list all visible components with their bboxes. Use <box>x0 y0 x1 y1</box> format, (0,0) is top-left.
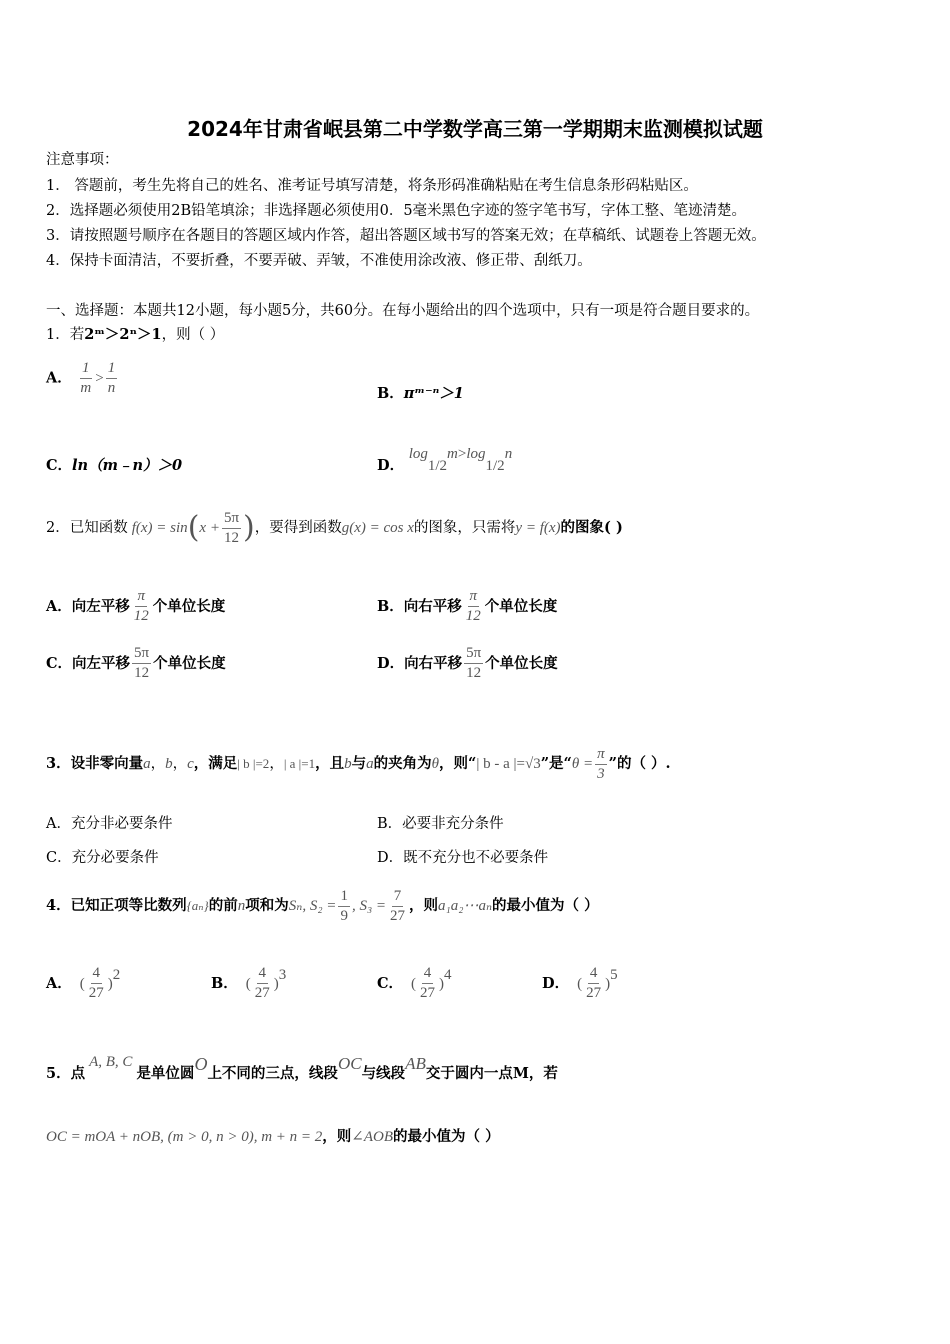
question-5-stem <box>46 1050 558 1084</box>
var-n: n <box>504 446 513 462</box>
q1-stem-text: 1．若 <box>46 327 85 343</box>
q4-sn: Sₙ, S₂ = <box>288 898 337 914</box>
q3-cond1: | b |=2 <box>237 756 270 771</box>
var-o: O <box>194 1054 208 1074</box>
q3-stem-f: ，则“ <box>439 755 477 772</box>
paren-close: ) <box>107 975 113 992</box>
notice-item-1: 1． 答题前，考生先将自己的姓名、准考证号填写清楚，将条形码准确粘贴在考生信息条形码粘贴区。 <box>46 178 698 194</box>
question-2-stem <box>46 503 623 553</box>
unit-text: 个单位长度 <box>485 654 558 672</box>
q5-equation: OC = mOA + nOB, (m > 0, n > 0), m + n = 2 <box>46 1129 323 1145</box>
q3-stem-c: ，且 <box>315 755 345 772</box>
unit-text: 个单位长度 <box>484 597 558 615</box>
theta: θ <box>431 756 439 772</box>
q2-stem-c: 的图象，只需将 <box>413 520 516 536</box>
log-symbol: log <box>408 446 428 462</box>
q2-stem-text: 2．已知函数 <box>46 520 128 536</box>
q4-option-b[interactable] <box>211 965 286 1002</box>
q5-stem-c: 上不同的三点，线段 <box>207 1065 338 1082</box>
exponent: 4 <box>444 967 452 983</box>
q1-option-c[interactable] <box>46 456 182 476</box>
option-label: A．向左平移 <box>46 597 130 615</box>
fraction: $\frac{4}{27}$ <box>88 965 104 1001</box>
q1-b-expr: πᵐ⁻ⁿ＞1 <box>403 385 464 402</box>
q2-paren-x: x + <box>199 520 220 536</box>
option-label: D． <box>377 457 405 474</box>
q2-f-expr: f(x) = sin <box>131 520 188 536</box>
q3-option-d[interactable]: D．既不充分也不必要条件 <box>377 850 549 866</box>
q2-option-d[interactable] <box>377 645 558 682</box>
log-base: 1/2 <box>427 457 448 474</box>
notice-item-2: 2．选择题必须使用2B铅笔填涂；非选择题必须使用0．5毫米黑色字迹的签字笔书写，字体工整、笔迹清楚。 <box>46 203 747 219</box>
notice-heading: 注意事项： <box>46 152 119 168</box>
q5-stem-e: 交于圆内一点M，若 <box>425 1065 558 1082</box>
notice-item-4: 4．保持卡面清洁，不要折叠，不要弄破、弄皱，不准使用涂改液、修正带、刮纸刀。 <box>46 253 592 269</box>
vector-c: c <box>187 756 194 772</box>
q3-option-b[interactable]: B．必要非充分条件 <box>377 816 504 832</box>
separator: ， <box>150 756 166 772</box>
q1-d-op: > <box>457 446 467 462</box>
left-paren: ( <box>187 510 200 545</box>
q2-stem-b: ，要得到函数 <box>254 520 342 536</box>
option-label: D． <box>542 974 570 992</box>
q3-option-c[interactable]: C．充分必要条件 <box>46 850 159 866</box>
page-title: 2024年甘肃省岷县第二中学数学高三第一学期期末监测模拟试题 <box>187 117 763 141</box>
paren-open: ( <box>577 975 583 992</box>
q1-option-d[interactable] <box>377 444 513 474</box>
q3-stem-d: 与 <box>351 755 367 772</box>
right-paren: ) <box>243 510 255 545</box>
exponent: 3 <box>278 967 287 983</box>
fraction: $\frac{5\pi}{12}$ <box>466 645 482 681</box>
q3-option-a[interactable]: A．充分非必要条件 <box>46 816 173 832</box>
option-label: C．向左平移 <box>46 654 131 672</box>
fraction: $\frac{1}{9}$ <box>340 887 348 924</box>
q3-theta-eq: θ = <box>571 756 594 772</box>
q5-points: A, B, C <box>89 1054 133 1070</box>
fraction: $\frac{\pi}{3}$ <box>597 745 605 782</box>
q2-option-c[interactable] <box>46 645 226 682</box>
fraction: $\frac{5\pi}{12}$ <box>134 645 150 681</box>
fraction: $\frac{7}{27}$ <box>390 887 406 924</box>
section-heading: 一、选择题：本题共12小题，每小题5分，共60分。在每小题给出的四个选项中，只有一项是符合题目要求的。 <box>46 303 760 319</box>
log-base: 1/2 <box>485 457 505 474</box>
paren-close: ) <box>605 975 611 992</box>
q4-option-d[interactable] <box>542 965 618 1002</box>
q4-stem-c: 项和为 <box>245 897 289 914</box>
separator: ， <box>269 756 284 772</box>
q3-cond2: | a |=1 <box>283 756 316 771</box>
q5-stem-b: 是单位圆 <box>136 1065 195 1082</box>
paren-close: ) <box>273 975 279 992</box>
question-4-stem <box>46 883 599 929</box>
q1-c-expr: ln（m﹣n）＞0 <box>72 457 183 474</box>
q1-condition: 2ᵐ＞2ⁿ＞1 <box>84 326 162 343</box>
seg-ab: AB <box>405 1054 426 1073</box>
exponent: 5 <box>610 967 618 983</box>
q5-stem-f: ，则 <box>322 1128 352 1145</box>
q5-stem-a: 5．点 <box>46 1065 86 1082</box>
vector-b: b <box>344 756 352 772</box>
question-1-stem <box>46 325 224 345</box>
q4-option-c[interactable] <box>377 965 452 1002</box>
q1-option-b[interactable] <box>377 384 464 404</box>
fraction: $\frac{1}{m}$ <box>80 360 92 396</box>
separator: ， <box>172 756 188 772</box>
option-label: A． <box>46 369 72 387</box>
q1-option-a[interactable] <box>46 360 119 397</box>
fraction: $\frac{4}{27}$ <box>586 965 602 1001</box>
fraction: $\frac{\pi}{12}$ <box>133 588 149 624</box>
option-label: C． <box>377 974 404 992</box>
paren-close: ) <box>439 975 445 992</box>
vector-a: a <box>143 756 151 772</box>
q5-stem-g: 的最小值为（ ） <box>393 1128 500 1145</box>
unit-text: 个单位长度 <box>152 597 226 615</box>
q5-condition-line <box>46 1127 500 1147</box>
q1-stem-end: ，则（ ） <box>161 327 225 343</box>
option-label: B． <box>377 385 404 402</box>
fraction: $\frac{\pi}{12}$ <box>465 588 481 624</box>
q5-angle: ∠AOB <box>351 1129 394 1145</box>
q3-stem-b: ，满足 <box>193 755 238 772</box>
q3-stem-g: ”是“ <box>540 755 572 772</box>
q4-stem-e: 的最小值为（ ） <box>492 897 599 914</box>
q2-y-expr: y = f(x) <box>515 520 561 536</box>
fraction: $\frac{4}{27}$ <box>420 965 436 1001</box>
paren-open: ( <box>411 975 417 992</box>
q4-s3: , S₃ = <box>351 898 387 914</box>
var-m: m <box>447 446 458 462</box>
option-label: B． <box>211 974 238 992</box>
q2-stem-d: 的图象( ) <box>560 519 623 536</box>
q2-g-expr: g(x) = cos x <box>341 520 414 536</box>
unit-text: 个单位长度 <box>153 654 226 672</box>
q5-stem-d: 与线段 <box>361 1065 406 1082</box>
option-label: D．向右平移 <box>377 654 463 672</box>
q4-stem-a: 4．已知正项等比数列 <box>46 897 187 914</box>
q1-a-op: > <box>95 370 104 387</box>
fraction: $\frac{5\pi}{12}$ <box>223 509 240 546</box>
paren-open: ( <box>245 975 251 992</box>
q2-option-a[interactable] <box>46 588 225 625</box>
q4-product: a₁a₂⋯aₙ <box>438 898 493 914</box>
q3-expr: | b - a |=√3 <box>476 756 541 772</box>
log-symbol: log <box>466 446 486 462</box>
seg-oc: OC <box>337 1054 362 1073</box>
vector-b: b <box>165 756 173 772</box>
exponent: 2 <box>112 967 121 983</box>
question-3-stem <box>46 740 671 788</box>
var-n: n <box>237 898 246 914</box>
q3-stem-a: 3．设非零向量 <box>46 755 144 772</box>
q4-option-a[interactable] <box>46 965 120 1002</box>
notice-item-3: 3．请按照题号顺序在各题目的答题区域内作答，超出答题区域书写的答案无效；在草稿纸、试题卷上答题无效。 <box>46 228 766 244</box>
q4-sequence: {aₙ} <box>186 898 209 913</box>
paren-open: ( <box>79 975 85 992</box>
q3-stem-h: ”的（ ）. <box>608 755 671 772</box>
q4-stem-b: 的前 <box>208 897 238 914</box>
option-label: B．向右平移 <box>377 597 462 615</box>
fraction: $\frac{4}{27}$ <box>254 965 270 1001</box>
q2-option-b[interactable] <box>377 588 557 625</box>
vector-a: a <box>366 756 374 772</box>
fraction: $\frac{1}{n}$ <box>107 360 116 396</box>
option-label: C． <box>46 457 73 474</box>
q3-stem-e: 的夹角为 <box>373 755 432 772</box>
option-label: A． <box>46 974 72 992</box>
q4-stem-d: ，则 <box>409 897 439 914</box>
